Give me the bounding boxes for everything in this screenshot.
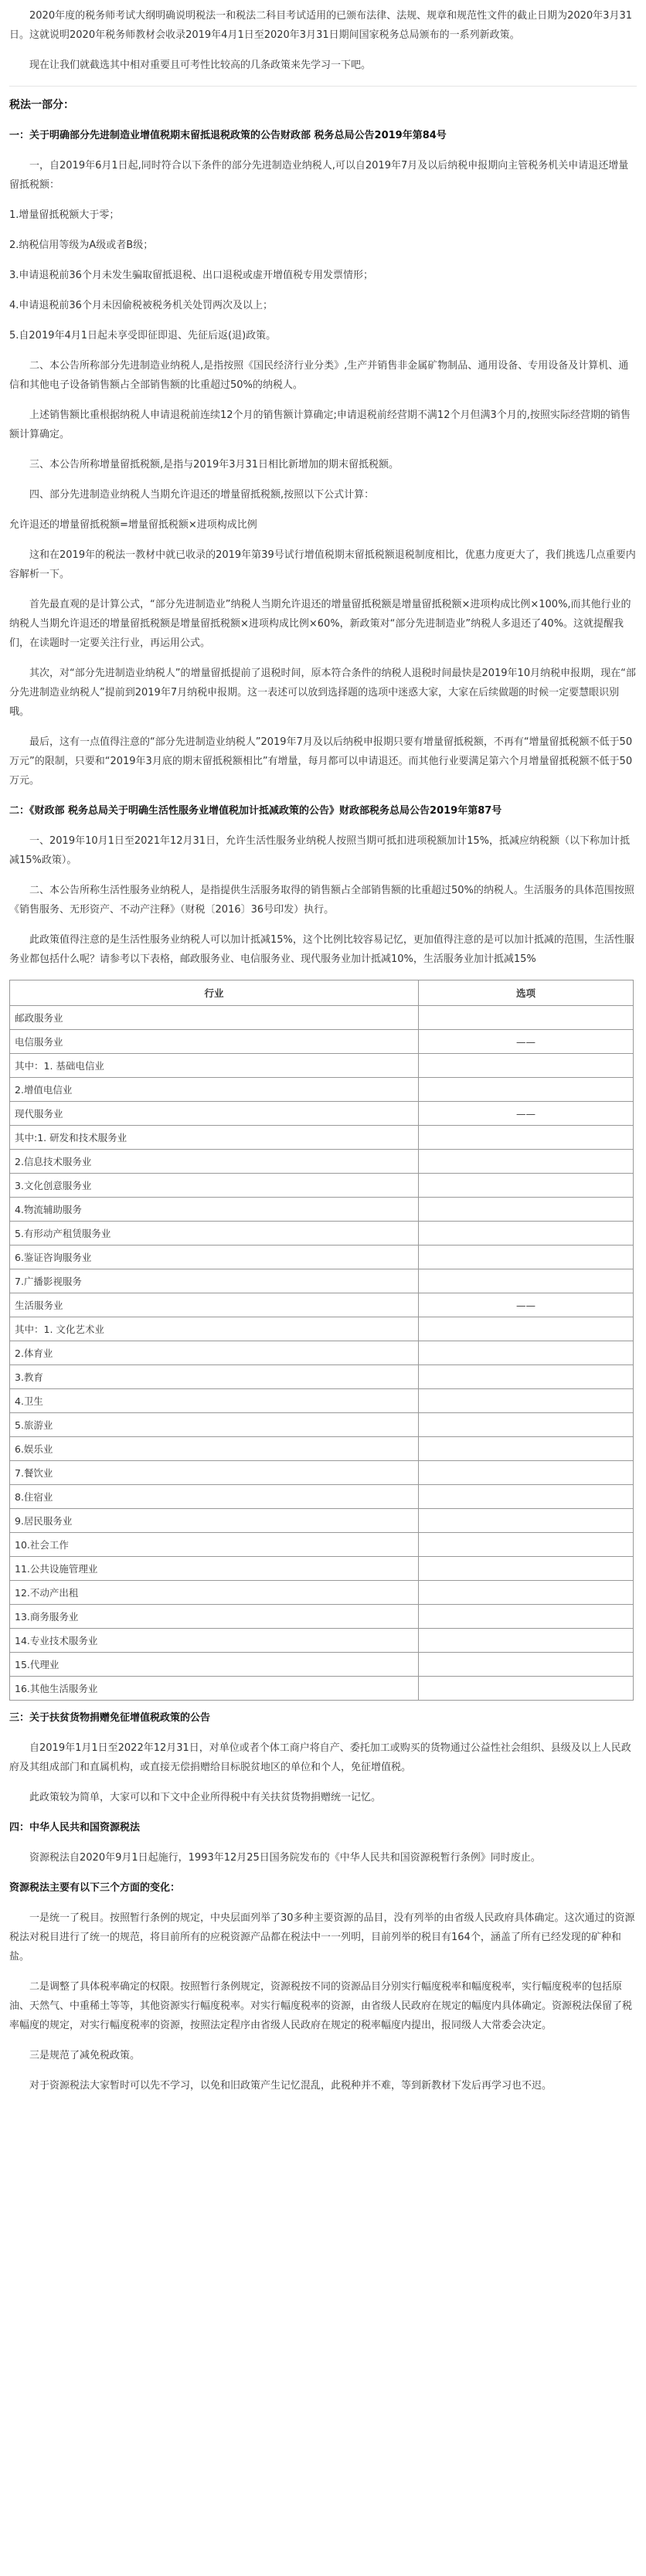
- industry-cell: 9.居民服务业: [10, 1509, 419, 1533]
- paragraph: 二、本公告所称部分先进制造业纳税人,是指按照《国民经济行业分类》,生产并销售非金属矿物制品、通用设备、专用设备及计算机、通信和其他电子设备销售额占全部销售额的比重超过50%的纳税人。: [9, 360, 629, 391]
- paragraph: 三是规范了减免税政策。: [29, 2050, 141, 2061]
- section-title: 二：《财政部 税务总局关于明确生活性服务业增值税加计抵减政策的公告》财政部税务总局公告2019年第87号: [9, 805, 502, 817]
- industry-cell: 8.住宿业: [10, 1485, 419, 1509]
- intro-paragraph: 现在让我们就截选其中相对重要且可考性比较高的几条政策来先学习一下吧。: [29, 59, 372, 71]
- paragraph: 二、本公告所称生活性服务业纳税人，是指提供生活服务取得的销售额占全部销售额的比重超过50%的纳税人。生活服务的具体范围按照《销售服务、无形资产、不动产注释》（财税〔2016〕36号印发）执行。: [9, 885, 634, 916]
- paragraph: 此政策值得注意的是生活性服务业纳税人可以加计抵减15%，这个比例比较容易记忆，更加值得注意的是可以加计抵减的范围，生活性服务业都包括什么呢？请参考以下表格，邮政服务业、电信服务业、现代服务业加计抵减10%，生活服务业加计抵减15%: [9, 934, 634, 965]
- industry-cell: 其中：1. 基础电信业: [10, 1054, 419, 1078]
- option-cell: [419, 1509, 634, 1533]
- table-row: [10, 1269, 634, 1293]
- table-row: [10, 1389, 634, 1413]
- option-cell: [419, 1222, 634, 1246]
- paragraph: 三、本公告所称增量留抵税额,是指与2019年3月31日相比新增加的期末留抵税额。: [29, 459, 400, 471]
- industry-cell: 其中:1. 研发和技术服务业: [10, 1126, 419, 1150]
- subsection-title: 资源税法主要有以下三个方面的变化：: [9, 1882, 181, 1894]
- formula: 允许退还的增量留抵税额=增量留抵税额×进项构成比例: [9, 519, 257, 531]
- table-row: [10, 1198, 634, 1222]
- option-cell: [419, 1198, 634, 1222]
- option-cell: [419, 1054, 634, 1078]
- industry-cell: 6.鉴证咨询服务业: [10, 1246, 419, 1269]
- table-row: [10, 1054, 634, 1078]
- table-body: [10, 1006, 634, 1701]
- paragraph: 上述销售额比重根据纳税人申请退税前连续12个月的销售额计算确定;申请退税前经营期不满12个月但满3个月的,按照实际经营期的销售额计算确定。: [9, 410, 631, 440]
- table-header-row: [10, 980, 634, 1006]
- industry-cell: 2.信息技术服务业: [10, 1150, 419, 1174]
- table-row: [10, 1581, 634, 1605]
- industry-cell: 现代服务业: [10, 1102, 419, 1126]
- paragraph: 一，自2019年6月1日起,同时符合以下条件的部分先进制造业纳税人,可以自2019年7月及以后纳税申报期向主管税务机关申请退还增量留抵税额：: [9, 160, 629, 191]
- paragraph: 其次，对“部分先进制造业纳税人”的增量留抵提前了退税时间，原本符合条件的纳税人退税时间最快是2019年10月纳税申报期，现在“部分先进制造业纳税人”提前到2019年7月纳税申报期。这一表述可以放到选择题的选项中迷惑大家，大家在后续做题的时候一定要慧眼识别哦。: [9, 668, 636, 718]
- option-cell: [419, 1557, 634, 1581]
- industry-cell: 3.文化创意服务业: [10, 1174, 419, 1198]
- table-row: [10, 1605, 634, 1629]
- list-item: 5.自2019年4月1日起未享受即征即退、先征后返(退)政策。: [9, 330, 277, 342]
- table-row: [10, 1341, 634, 1365]
- industry-cell: 11.公共设施管理业: [10, 1557, 419, 1581]
- table-row: [10, 1533, 634, 1557]
- option-cell: [419, 1365, 634, 1389]
- paragraph: 自2019年1月1日至2022年12月31日，对单位或者个体工商户将自产、委托加工或购买的货物通过公益性社会组织、县级及以上人民政府及其组成部门和直属机构，或直接无偿捐赠给目标脱贫地区的单位和个人，免征增值税。: [9, 1742, 631, 1773]
- option-cell: [419, 1677, 634, 1701]
- option-cell: [419, 1413, 634, 1437]
- industry-cell: 4.卫生: [10, 1389, 419, 1413]
- industry-cell: 5.旅游业: [10, 1413, 419, 1437]
- divider: [9, 86, 637, 87]
- part-title: 税法一部分：: [9, 99, 74, 111]
- intro-paragraph: 2020年度的税务师考试大纲明确说明税法一和税法二科目考试适用的已颁布法律、法规、规章和规范性文件的截止日期为2020年3月31日。这就说明2020年税务师教材会收录2019年4月1日至2020年3月31日期间国家税务总局颁布的一系列新政策。: [9, 10, 632, 41]
- industry-cell: 3.教育: [10, 1365, 419, 1389]
- paragraph: 此政策较为简单，大家可以和下文中企业所得税中有关扶贫货物捐赠统一记忆。: [29, 1792, 382, 1803]
- option-cell: [419, 1653, 634, 1677]
- paragraph: 二是调整了具体税率确定的权限。按照暂行条例规定，资源税按不同的资源品目分别实行幅度税率和幅度税率，实行幅度税率的包括原油、天然气、中重稀土等等，其他资源实行幅度税率。对实行幅度税率的资源，由省级人民政府在规定的幅度内具体确定。资源税法保留了税率幅度的规定，对实行幅度税率的资源，按照法定程序由省级人民政府在规定的税率幅度内提出，报同级人大常委会决定。: [9, 1981, 633, 2031]
- industry-cell: 生活服务业: [10, 1293, 419, 1317]
- table-row: [10, 1317, 634, 1341]
- section-title: 三：关于扶贫货物捐赠免征增值税政策的公告: [9, 1712, 211, 1724]
- industry-cell: 13.商务服务业: [10, 1605, 419, 1629]
- industry-cell: 2.体育业: [10, 1341, 419, 1365]
- option-cell: [419, 1629, 634, 1653]
- option-cell: [419, 1341, 634, 1365]
- table-row: [10, 1653, 634, 1677]
- column-header: 选项: [419, 980, 634, 1006]
- paragraph: 四、部分先进制造业纳税人当期允许退还的增量留抵税额,按照以下公式计算：: [29, 489, 375, 501]
- table-row: [10, 1150, 634, 1174]
- column-header: 行业: [10, 980, 419, 1006]
- industry-cell: 16.其他生活服务业: [10, 1677, 419, 1701]
- table-row: [10, 1222, 634, 1246]
- list-item: 3.申请退税前36个月未发生骗取留抵退税、出口退税或虚开增值税专用发票情形；: [9, 270, 373, 281]
- table-row: [10, 1078, 634, 1102]
- industry-cell: 邮政服务业: [10, 1006, 419, 1030]
- industry-cell: 5.有形动产租赁服务业: [10, 1222, 419, 1246]
- industry-cell: 6.娱乐业: [10, 1437, 419, 1461]
- option-cell: [419, 1605, 634, 1629]
- industry-cell: 14.专业技术服务业: [10, 1629, 419, 1653]
- section-title: 四：中华人民共和国资源税法: [9, 1822, 141, 1833]
- list-item: 4.申请退税前36个月未因偷税被税务机关处罚两次及以上；: [9, 300, 273, 311]
- industry-cell: 7.广播影视服务: [10, 1269, 419, 1293]
- option-cell: [419, 1389, 634, 1413]
- list-item: 2.纳税信用等级为A级或者B级；: [9, 240, 154, 251]
- paragraph: 这和在2019年的税法一教材中就已收录的2019年第39号试行增值税期末留抵税额退税制度相比，优惠力度更大了，我们挑选几点重要内容解析一下。: [9, 549, 636, 580]
- industry-table: [9, 980, 634, 1701]
- option-cell: [419, 1581, 634, 1605]
- table-row: [10, 1030, 634, 1054]
- option-cell: ——: [419, 1293, 634, 1317]
- option-cell: ——: [419, 1102, 634, 1126]
- table-row: [10, 1413, 634, 1437]
- industry-cell: 15.代理业: [10, 1653, 419, 1677]
- table-row: [10, 1509, 634, 1533]
- industry-cell: 10.社会工作: [10, 1533, 419, 1557]
- table-row: [10, 1461, 634, 1485]
- paragraph: 最后，这有一点值得注意的“部分先进制造业纳税人”2019年7月及以后纳税申报期只要有增量留抵税额，不再有“增量留抵税额不低于50万元”的限制，只要和“2019年3月底的期末留抵税额相比”有增量，每月都可以申请退还。而其他行业要满足第六个月增量留抵税额不低于50万元。: [9, 736, 633, 787]
- table-row: [10, 1246, 634, 1269]
- option-cell: [419, 1078, 634, 1102]
- option-cell: [419, 1437, 634, 1461]
- table-row: [10, 1293, 634, 1317]
- table-row: [10, 1629, 634, 1653]
- industry-cell: 2.增值电信业: [10, 1078, 419, 1102]
- option-cell: [419, 1485, 634, 1509]
- paragraph: 资源税法自2020年9月1日起施行，1993年12月25日国务院发布的《中华人民共和国资源税暂行条例》同时废止。: [29, 1852, 541, 1864]
- table-row: [10, 1557, 634, 1581]
- option-cell: [419, 1174, 634, 1198]
- option-cell: [419, 1246, 634, 1269]
- table-row: [10, 1102, 634, 1126]
- option-cell: [419, 1150, 634, 1174]
- industry-cell: 4.物流辅助服务: [10, 1198, 419, 1222]
- option-cell: ——: [419, 1030, 634, 1054]
- paragraph: 对于资源税法大家暂时可以先不学习，以免和旧政策产生记忆混乱，此税种并不难，等到新教材下发后再学习也不迟。: [29, 2080, 552, 2092]
- option-cell: [419, 1317, 634, 1341]
- paragraph: 一是统一了税目。按照暂行条例的规定，中央层面列举了30多种主要资源的品目，没有列举的由省级人民政府具体确定。这次通过的资源税法对税目进行了统一的规范，将目前所有的应税资源产品都在税法中一一列明，目前列举的税目有164个，涵盖了所有已经发现的矿种和盐。: [9, 1912, 635, 1963]
- table-row: [10, 1174, 634, 1198]
- option-cell: [419, 1533, 634, 1557]
- section-title: 一：关于明确部分先进制造业增值税期末留抵退税政策的公告财政部 税务总局公告2019年第84号: [9, 130, 447, 141]
- table-row: [10, 1006, 634, 1030]
- table-row: [10, 1126, 634, 1150]
- paragraph: 一、2019年10月1日至2021年12月31日，允许生活性服务业纳税人按照当期可抵扣进项税额加计15%，抵减应纳税额（以下称加计抵减15%政策）。: [9, 835, 630, 866]
- option-cell: [419, 1126, 634, 1150]
- paragraph: 首先最直观的是计算公式，“部分先进制造业”纳税人当期允许退还的增量留抵税额是增量留抵税额×进项构成比例×100%,而其他行业的纳税人当期允许退还的增量留抵税额是增量留抵税额×进项构成比例×60%，新政策对“部分先进制造业”纳税人多退还了40%。这就提醒我们，在读题时一定要关注行业，再运用公式。: [9, 599, 631, 649]
- industry-cell: 电信服务业: [10, 1030, 419, 1054]
- option-cell: [419, 1269, 634, 1293]
- table-row: [10, 1677, 634, 1701]
- option-cell: [419, 1461, 634, 1485]
- table-row: [10, 1437, 634, 1461]
- industry-cell: 12.不动产出租: [10, 1581, 419, 1605]
- table-row: [10, 1365, 634, 1389]
- option-cell: [419, 1006, 634, 1030]
- table-row: [10, 1485, 634, 1509]
- industry-cell: 其中：1. 文化艺术业: [10, 1317, 419, 1341]
- industry-cell: 7.餐饮业: [10, 1461, 419, 1485]
- list-item: 1.增量留抵税额大于零；: [9, 209, 120, 221]
